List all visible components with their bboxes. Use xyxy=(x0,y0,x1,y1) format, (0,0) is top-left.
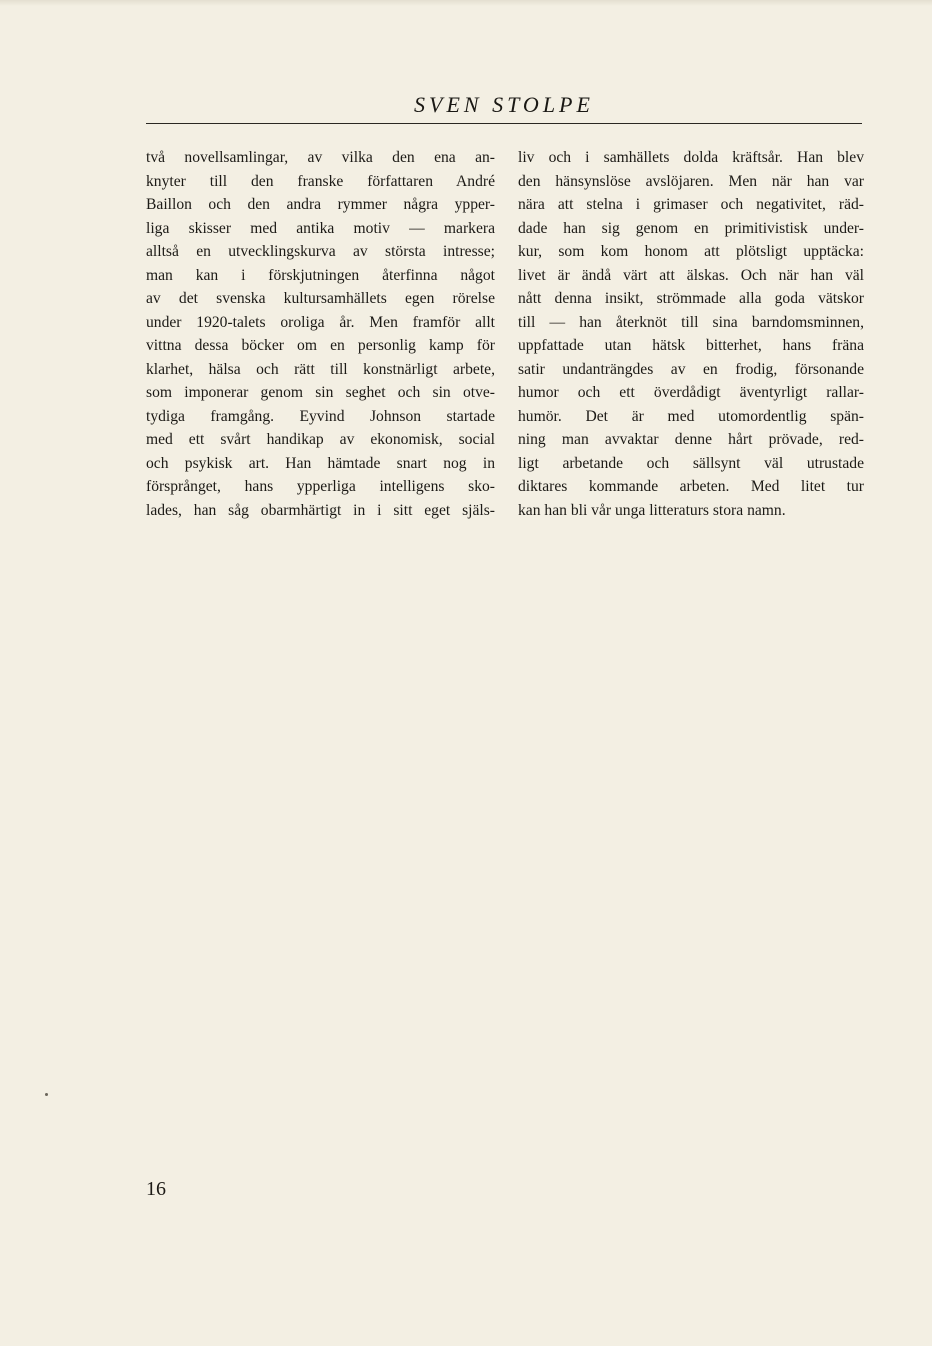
text-line: knyter till den franske författaren André xyxy=(146,172,495,190)
text-line: tydiga framgång. Eyvind Johnson startade xyxy=(146,407,495,425)
text-line: Baillon och den andra rymmer några ypper- xyxy=(146,196,495,213)
text-line: uppfattade utan hätsk bitterhet, hans fräna xyxy=(518,337,864,354)
text-line: ligt arbetande och sällsynt väl utrustade xyxy=(518,454,864,472)
running-header: SVEN STOLPE xyxy=(414,92,594,117)
text-line: två novellsamlingar, av vilka den ena an- xyxy=(146,149,495,166)
page-edge xyxy=(0,0,932,6)
text-line: humor och ett överdådigt äventyrligt rallar- xyxy=(518,384,864,401)
text-line: kur, som kom honom att plötsligt upptäcka: xyxy=(518,243,864,260)
text-line: diktares kommande arbeten. Med litet tur xyxy=(518,478,864,495)
text-line: ning man avvaktar denne hårt prövade, red- xyxy=(518,431,864,448)
text-line: livet är ändå värt att älskas. Och när han väl xyxy=(518,266,864,284)
text-line: av det svenska kultursamhällets egen rörelse xyxy=(146,290,495,307)
text-line: klarhet, hälsa och rätt till konstnärligt arbete, xyxy=(146,360,495,378)
text-line: nära att stelna i grimaser och negativitet, räd- xyxy=(518,196,864,213)
text-line: liv och i samhällets dolda kräftsår. Han blev xyxy=(518,149,864,166)
header-rule xyxy=(146,123,862,124)
text-line: satir undanträngdes av en frodig, försonande xyxy=(518,360,864,378)
text-line: och psykisk art. Han hämtade snart nog in xyxy=(146,454,495,472)
text-line: alltså en utvecklingskurva av största intresse; xyxy=(146,243,495,260)
text-line: lades, han såg obarmhärtigt in i sitt eget själs- xyxy=(146,501,495,519)
paper-speck xyxy=(45,1093,48,1096)
text-line: med ett svårt handikap av ekonomisk, social xyxy=(146,431,495,448)
text-line: kan han bli vår unga litteraturs stora namn. xyxy=(518,501,786,519)
text-line: till — han återknöt till sina barndomsminnen, xyxy=(518,313,864,331)
text-line: man kan i förskjutningen återfinna något xyxy=(146,266,495,284)
text-line: humör. Det är med utomordentlig spän- xyxy=(518,407,864,425)
text-line: försprånget, hans ypperliga intelligens sko- xyxy=(146,478,495,495)
text-line: den hänsynslöse avslöjaren. Men när han var xyxy=(518,172,864,190)
text-line: liga skisser med antika motiv — markera xyxy=(146,219,495,237)
text-column-left xyxy=(146,146,495,522)
text-line: som imponerar genom sin seghet och sin otve- xyxy=(146,384,495,401)
text-line: under 1920-talets oroliga år. Men framför allt xyxy=(146,313,495,331)
text-line: nått denna insikt, strömmade alla goda vätskor xyxy=(518,290,864,307)
text-line: vittna dessa böcker om en personlig kamp för xyxy=(146,337,495,354)
text-line: dade han sig genom en primitivistisk under- xyxy=(518,219,864,237)
page-number: 16 xyxy=(146,1178,166,1200)
text-column-right xyxy=(518,146,864,522)
